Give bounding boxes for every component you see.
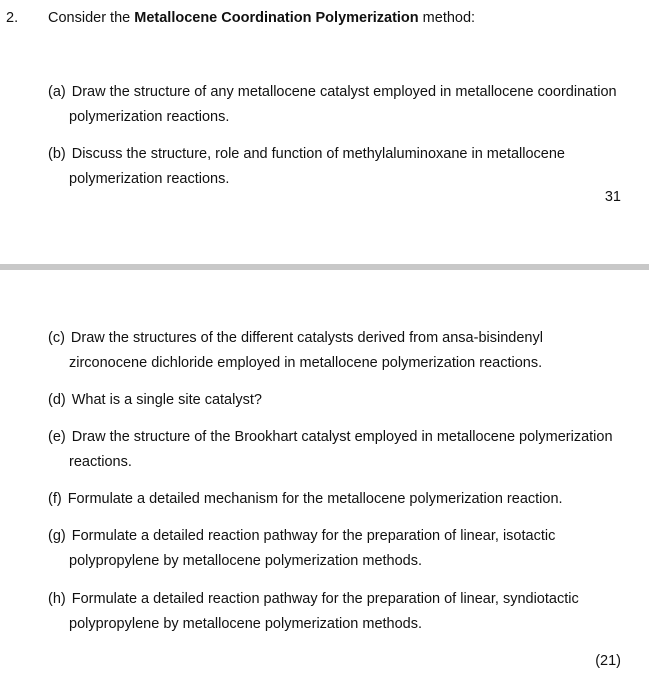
item-a-label: (a) xyxy=(48,84,66,100)
item-g-line1 xyxy=(48,528,555,544)
item-h-label: (h) xyxy=(48,591,66,607)
intro-suffix: method: xyxy=(418,10,476,26)
item-e-label: (e) xyxy=(48,429,66,445)
item-f-line1 xyxy=(48,491,563,507)
page-number: 31 xyxy=(604,189,621,205)
item-c-line2: zirconocene dichloride employed in metallocene polymerization reactions. xyxy=(69,355,543,371)
item-a-line2: polymerization reactions. xyxy=(69,109,230,125)
item-f-label: (f) xyxy=(48,491,62,507)
item-e-text: Draw the structure of the Brookhart catalyst employed in metallocene polymerization xyxy=(71,429,613,445)
page-divider xyxy=(0,264,649,270)
method-name: Metallocene Coordination Polymerization xyxy=(134,10,419,26)
item-g-line2: polypropylene by metallocene polymerization methods. xyxy=(69,553,423,569)
item-b-label: (b) xyxy=(48,146,66,162)
item-d-text: What is a single site catalyst? xyxy=(71,392,262,408)
item-d-label: (d) xyxy=(48,392,66,408)
item-b-line1 xyxy=(48,146,565,162)
item-b-text: Discuss the structure, role and function of methylaluminoxane in metallocene xyxy=(71,146,565,162)
item-b-line2: polymerization reactions. xyxy=(69,171,230,187)
item-a-text: Draw the structure of any metallocene catalyst employed in metallocene coordination xyxy=(71,84,617,100)
item-h-line2: polypropylene by metallocene polymerization methods. xyxy=(69,616,423,632)
item-d-line1 xyxy=(48,392,262,408)
item-c-text: Draw the structures of the different catalysts derived from ansa-bisindenyl xyxy=(70,330,543,346)
marks-total: (21) xyxy=(595,653,621,669)
item-e-line1 xyxy=(48,429,613,445)
question-intro xyxy=(48,10,475,26)
item-c-line1 xyxy=(48,330,543,346)
item-h-line1 xyxy=(48,591,579,607)
item-h-text: Formulate a detailed reaction pathway for the preparation of linear, syndiotactic xyxy=(71,591,579,607)
item-e-line2: reactions. xyxy=(69,454,132,470)
item-a-line1 xyxy=(48,84,617,100)
item-c-label: (c) xyxy=(48,330,65,346)
item-f-text: Formulate a detailed mechanism for the metallocene polymerization reaction. xyxy=(67,491,563,507)
question-number: 2. xyxy=(6,10,19,26)
item-g-text: Formulate a detailed reaction pathway for the preparation of linear, isotactic xyxy=(71,528,556,544)
item-g-label: (g) xyxy=(48,528,66,544)
intro-prefix: Consider the xyxy=(48,10,135,26)
